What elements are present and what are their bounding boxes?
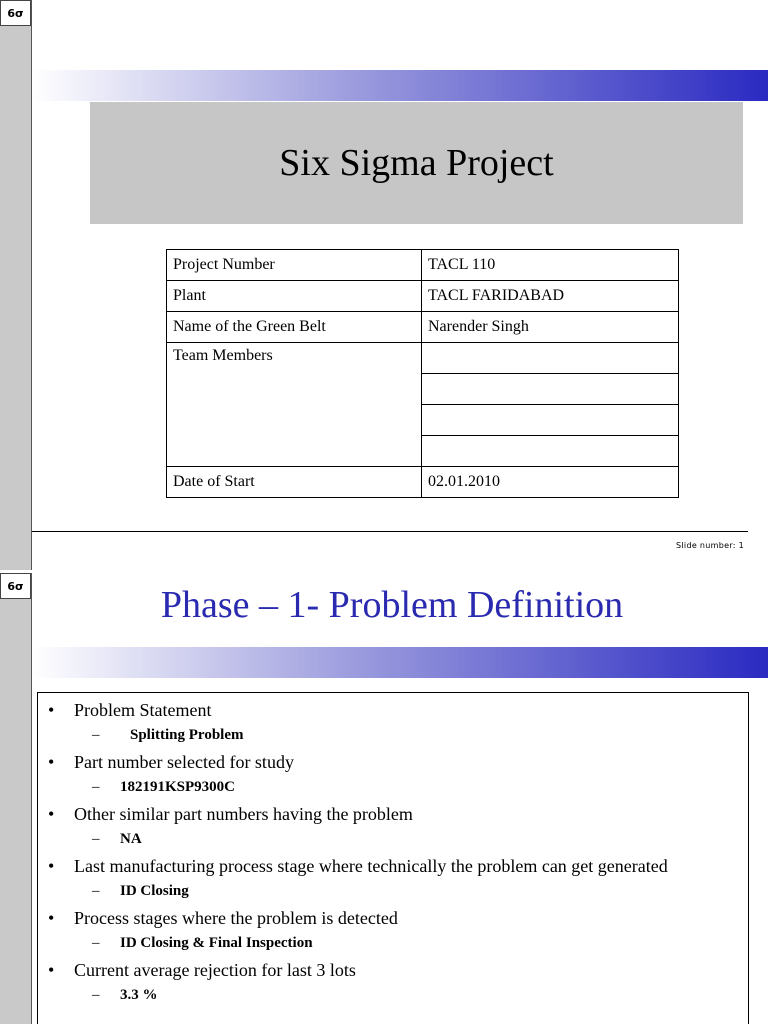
- sub-bullet-item: – ID Closing & Final Inspection: [92, 935, 313, 951]
- dash-icon: –: [92, 987, 100, 1003]
- bullet-item: • Part number selected for study: [48, 752, 294, 772]
- bullet-item: • Current average rejection for last 3 lots: [48, 960, 356, 980]
- table-cell-value: Narender Singh: [422, 312, 679, 343]
- sub-bullet-item: – NA: [92, 831, 142, 847]
- sub-bullet-item: – ID Closing: [92, 883, 189, 899]
- table-cell-label: Team Members: [167, 343, 422, 467]
- table-cell-value: 02.01.2010: [422, 467, 679, 498]
- bullet-icon: •: [48, 960, 55, 980]
- sub-bullet-item: – Splitting Problem: [92, 727, 244, 743]
- slide-title: Six Sigma Project: [279, 142, 554, 184]
- bullet-item: • Other similar part numbers having the problem: [48, 804, 413, 824]
- gradient-bar: [32, 647, 768, 678]
- dash-icon: –: [92, 727, 100, 743]
- table-row: [167, 312, 679, 343]
- table-cell-empty: [422, 405, 679, 436]
- table-cell-empty: [422, 374, 679, 405]
- sub-bullet-item: – 3.3 %: [92, 987, 158, 1003]
- phase-title: Phase – 1- Problem Definition: [160, 584, 624, 626]
- sub-bullet-item: – 182191KSP9300C: [92, 779, 236, 795]
- slide-title-box: [90, 102, 743, 224]
- gradient-bar: [32, 70, 768, 101]
- table-cell-label: Name of the Green Belt: [167, 312, 422, 343]
- dash-icon: –: [92, 779, 100, 795]
- footer-divider: [32, 531, 748, 532]
- bullet-item: • Problem Statement: [48, 700, 212, 720]
- sidebar: [0, 573, 32, 1024]
- bullet-item: • Last manufacturing process stage where technically the problem can get generated: [48, 856, 668, 876]
- table-row: [167, 343, 679, 374]
- table-cell-label: Project Number: [167, 250, 422, 281]
- six-sigma-logo: 6σ: [0, 0, 31, 26]
- table-cell-value: TACL FARIDABAD: [422, 281, 679, 312]
- bullet-icon: •: [48, 752, 55, 772]
- project-info-table: [166, 249, 679, 498]
- problem-definition-list: [37, 692, 749, 1024]
- sidebar: [0, 0, 32, 570]
- slide-number: Slide number: 1: [676, 541, 744, 550]
- six-sigma-logo: 6σ: [0, 573, 31, 599]
- table-cell-label: Date of Start: [167, 467, 422, 498]
- table-cell-value: TACL 110: [422, 250, 679, 281]
- bullet-icon: •: [48, 804, 55, 824]
- table-cell-empty: [422, 343, 679, 374]
- bullet-icon: •: [48, 908, 55, 928]
- table-row: [167, 250, 679, 281]
- dash-icon: –: [92, 935, 100, 951]
- slide-2: [0, 573, 768, 1024]
- table-row: [167, 281, 679, 312]
- table-row: [167, 467, 679, 498]
- table-cell-empty: [422, 436, 679, 467]
- table-cell-label: Plant: [167, 281, 422, 312]
- bullet-icon: •: [48, 700, 55, 720]
- bullet-item: • Process stages where the problem is detected: [48, 908, 398, 928]
- bullet-icon: •: [48, 856, 55, 876]
- dash-icon: –: [92, 883, 100, 899]
- dash-icon: –: [92, 831, 100, 847]
